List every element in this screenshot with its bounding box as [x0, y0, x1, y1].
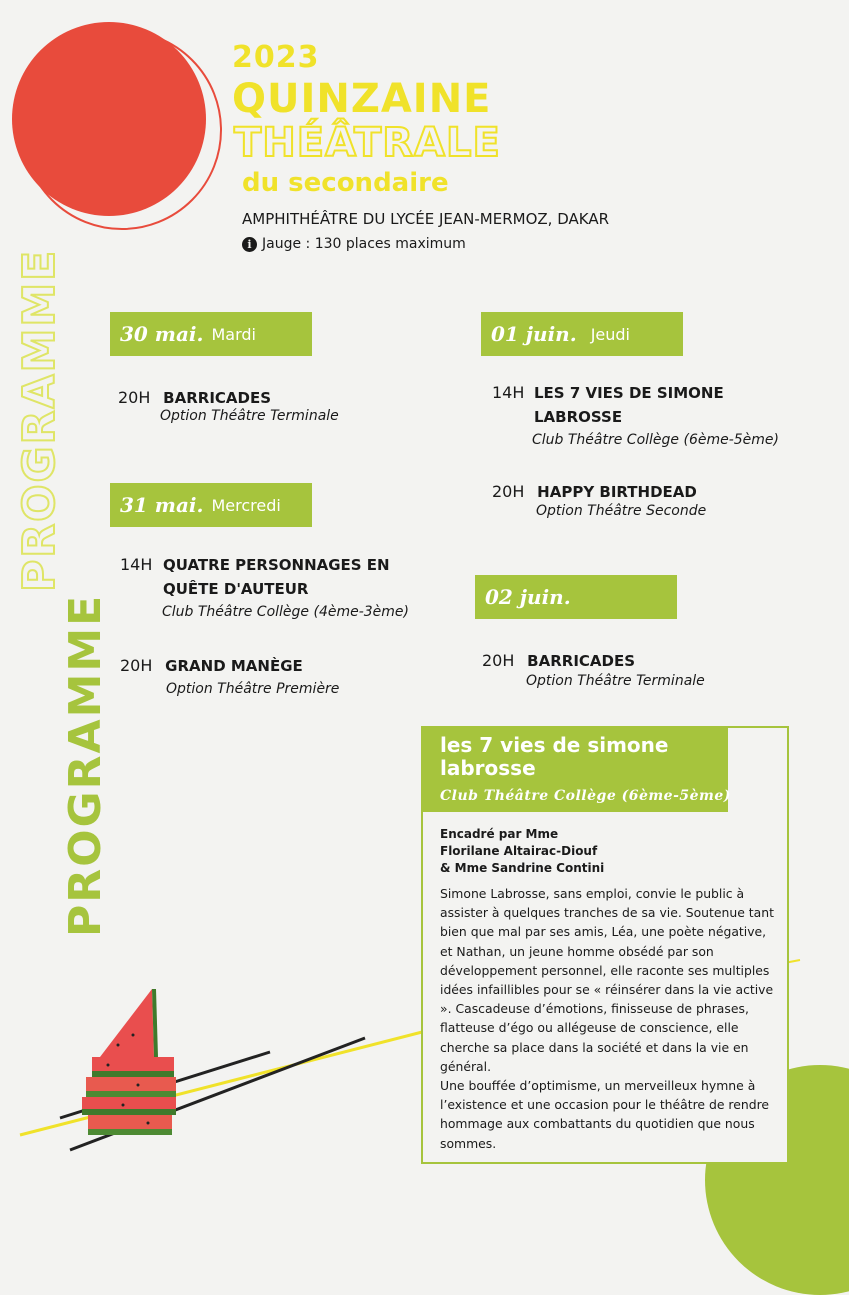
event-group: Club Théâtre Collège (4ème-3ème)	[162, 604, 410, 620]
event-time: 20H	[120, 656, 153, 675]
event-item	[492, 383, 524, 402]
day-weekday: Mardi	[211, 324, 256, 344]
capacity: Jauge : 130 places maximum	[262, 236, 466, 252]
feature-subtitle: Club Théâtre Collège (6ème-5ème)	[440, 788, 731, 804]
event-title: HAPPY BIRTHDEAD	[537, 483, 697, 501]
event-group: Option Théâtre Seconde	[536, 503, 707, 519]
day-banner-01-juin	[481, 312, 683, 356]
day-weekday: Jeudi	[590, 324, 630, 344]
event-item	[492, 480, 697, 504]
watermelon-illustration	[78, 985, 188, 1145]
event-title-line-2: QUÊTE D'AUTEUR	[163, 580, 309, 598]
event-title: BARRICADES	[527, 652, 636, 670]
event-group: Option Théâtre Terminale	[526, 673, 705, 689]
event-title-line-1: LES 7 VIES DE SIMONE	[534, 384, 724, 402]
side-label-outline: PROGRAMME	[14, 248, 65, 592]
side-label-filled: PROGRAMME	[60, 593, 111, 937]
day-banner-31-mai	[110, 483, 312, 527]
event-title	[534, 381, 724, 429]
title-line-2: THÉÂTRALE	[234, 120, 501, 166]
event-title: GRAND MANÈGE	[165, 657, 303, 675]
event-item	[118, 386, 271, 410]
supervisors-line-1: Encadré par Mme	[440, 827, 559, 841]
event-item	[120, 654, 303, 678]
event-time: 14H	[492, 383, 525, 402]
event-title-line-1: QUATRE PERSONNAGES EN	[163, 556, 390, 574]
event-item	[120, 555, 152, 574]
day-banner-30-mai	[110, 312, 312, 356]
feature-paragraph-1: Simone Labrosse, sans emploi, convie le public à assister à quelques tranches de sa vie. Soutenue tant bien que mal par ses amis, Léa, une poète négative, et Nathan, un jeune homme obsédé par son développement personnel, elle raconte ses multiples idées infaillibles pour se « réinsérer dans la vie active ». Cascadeuse d’émotions, finisseuse de phrases, flatteuse d’égo ou allégeuse de conscience, elle cherche sa place dans la société et dans la vie en général.	[440, 886, 774, 1074]
day-date: 30 mai.	[120, 322, 204, 346]
event-time: 14H	[120, 555, 153, 574]
day-date: 31 mai.	[120, 493, 204, 517]
event-time: 20H	[482, 651, 515, 670]
day-banner-02-juin	[475, 575, 677, 619]
feature-supervisors	[440, 826, 740, 877]
supervisors-line-3: & Mme Sandrine Contini	[440, 861, 605, 875]
feature-title: les 7 vies de simone labrosse	[440, 733, 669, 780]
feature-description	[440, 884, 780, 1153]
venue: AMPHITHÉÂTRE DU LYCÉE JEAN-MERMOZ, DAKAR	[242, 210, 610, 228]
event-time: 20H	[492, 482, 525, 501]
title-line-1: QUINZAINE	[232, 76, 492, 122]
year: 2023	[232, 40, 320, 75]
event-group: Option Théâtre Terminale	[160, 408, 339, 424]
event-group: Option Théâtre Première	[166, 681, 340, 697]
info-icon: i	[242, 237, 257, 252]
event-title: BARRICADES	[163, 389, 272, 407]
event-title-line-2: LABROSSE	[534, 408, 623, 426]
day-date: 02 juin.	[485, 585, 571, 609]
event-group: Club Théâtre Collège (6ème-5ème)	[532, 432, 780, 448]
event-time: 20H	[118, 388, 151, 407]
day-weekday: Mercredi	[211, 495, 281, 515]
capacity-line	[242, 236, 466, 252]
title-line-3: du secondaire	[242, 168, 449, 198]
day-date: 01 juin.	[491, 322, 577, 346]
event-title	[163, 553, 390, 601]
supervisors-line-2: Florilane Altairac-Diouf	[440, 844, 598, 858]
feature-paragraph-2: Une bouffée d’optimisme, un merveilleux hymne à l’existence et une occasion pour le théâtre de rendre hommage aux combattants du quotidien que nous sommes.	[440, 1078, 770, 1151]
event-item	[482, 649, 635, 673]
